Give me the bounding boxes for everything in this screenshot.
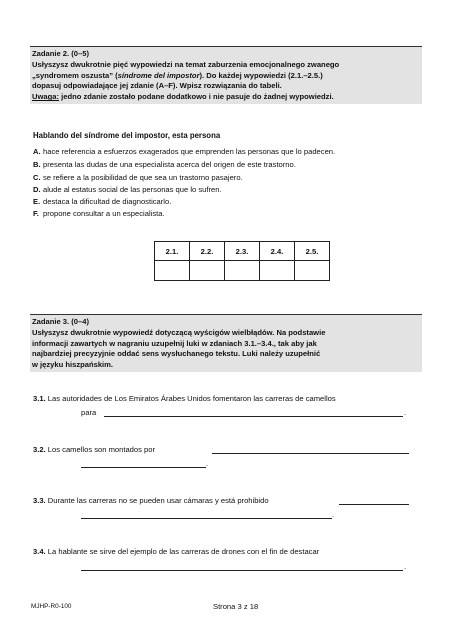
note-text: jedno zdanie zostało podane dodatkowo i nie pasuje do żadnej wypowiedzi. (59, 92, 334, 102)
task2-instruction-line: Usłyszysz dwukrotnie pięć wypowiedzi na temat zaburzenia emocjonalnego zwanego (32, 59, 340, 69)
question-number: 3.4. (33, 547, 46, 556)
option-letter: D. (33, 185, 41, 194)
answer-table-input-row (155, 261, 330, 281)
question-number: 3.3. (33, 496, 46, 505)
answer-table (154, 241, 330, 281)
task3-instruction-box (30, 314, 422, 372)
page-number: Strona 3 z 18 (213, 602, 259, 611)
option-text: hace referencia a esfuerzos exagerados que emprenden las personas que lo padecen. (43, 147, 336, 156)
instruction-fragment: „syndromem oszusta” ( (32, 70, 118, 80)
period: . (332, 510, 335, 519)
question-3-4 (33, 547, 319, 556)
answer-line-3-3[interactable] (339, 504, 409, 505)
question-3-1 (33, 394, 336, 403)
option-A (33, 147, 335, 156)
answer-line-3-2[interactable] (212, 453, 409, 454)
period: . (404, 408, 407, 417)
option-text: destaca la dificultad de diagnosticarlo. (43, 197, 172, 206)
answer-line-3-3-continuation[interactable] (81, 518, 332, 519)
task2-section-title: Hablando del síndrome del impostor, esta persona (33, 131, 221, 140)
question-3-3 (33, 496, 269, 505)
option-C (33, 173, 243, 182)
task2-instruction-line (32, 71, 422, 82)
question-text: La hablante se sirve del ejemplo de las carreras de drones con el fin de destacar (47, 547, 320, 556)
answer-cell-2-2[interactable] (190, 261, 225, 281)
question-3-2 (33, 445, 155, 454)
question-text: Los camellos son montados por (47, 445, 156, 454)
answer-table-header: 2.2. (190, 242, 225, 261)
answer-cell-2-1[interactable] (155, 261, 190, 281)
option-letter: A. (33, 147, 41, 156)
question-3-1-continuation: para (81, 408, 97, 417)
answer-line-3-2-continuation[interactable] (81, 467, 206, 468)
task3-instruction-line: Usłyszysz dwukrotnie wypowiedź dotyczącą wyścigów wielbłądów. Na podstawie (32, 327, 326, 337)
answer-table-header-row (155, 242, 330, 261)
option-text: presenta las dudas de una especialista acerca del origen de este trastorno. (43, 160, 296, 169)
task3-instruction-line: najbardziej precyzyjnie oddać sens wysłuchanego tekstu. Luki należy uzupełnić (32, 349, 321, 359)
option-text: alude al estatus social de las personas que lo sufren. (43, 185, 222, 194)
question-text: Durante las carreras no se pueden usar cámaras y está prohibido (47, 496, 269, 505)
option-letter: F. (33, 209, 39, 218)
task3-instruction-line: w języku hiszpańskim. (32, 360, 114, 370)
answer-line-3-1[interactable] (104, 416, 403, 417)
period: . (404, 562, 407, 571)
answer-cell-2-3[interactable] (225, 261, 260, 281)
option-F (33, 209, 165, 218)
answer-line-3-4[interactable] (81, 570, 403, 571)
answer-cell-2-4[interactable] (260, 261, 295, 281)
question-text: Las autoridades de Los Emiratos Árabes Unidos fomentaron las carreras de camellos (47, 394, 336, 403)
answer-table-header: 2.1. (155, 242, 190, 261)
exam-code: MJHP-R0-100 (31, 603, 72, 610)
option-text: propone consultar a un especialista. (43, 209, 165, 218)
option-E (33, 197, 171, 206)
answer-cell-2-5[interactable] (295, 261, 330, 281)
answer-table-header: 2.4. (260, 242, 295, 261)
option-text: se refiere a la posibilidad de que sea un trastorno pasajero. (43, 173, 243, 182)
task2-instruction-box (30, 46, 422, 104)
question-number: 3.2. (33, 445, 46, 454)
option-D (33, 185, 222, 194)
option-B (33, 160, 296, 169)
answer-table-header: 2.3. (225, 242, 260, 261)
task2-instruction-line: dopasuj odpowiadające jej zdanie (A–F). Wpisz rozwiązania do tabeli. (32, 81, 282, 91)
task3-header: Zadanie 3. (0–4) (32, 317, 89, 326)
task2-header: Zadanie 2. (0–5) (32, 49, 89, 58)
option-letter: B. (33, 160, 41, 169)
task2-note (32, 92, 422, 103)
option-letter: C. (33, 173, 41, 182)
question-number: 3.1. (33, 394, 46, 403)
answer-table-header: 2.5. (295, 242, 330, 261)
instruction-fragment: ). Do każdej wypowiedzi (2.1.–2.5.) (199, 70, 323, 80)
option-letter: E. (33, 197, 41, 206)
note-label: Uwaga: (32, 92, 60, 102)
task3-instruction-line: informacji zawartych w nagraniu uzupełnij luki w zdaniach 3.1.–3.4., tak aby jak (32, 338, 317, 348)
instruction-italic-term: síndrome del impostor (117, 70, 200, 80)
period: . (206, 459, 209, 468)
